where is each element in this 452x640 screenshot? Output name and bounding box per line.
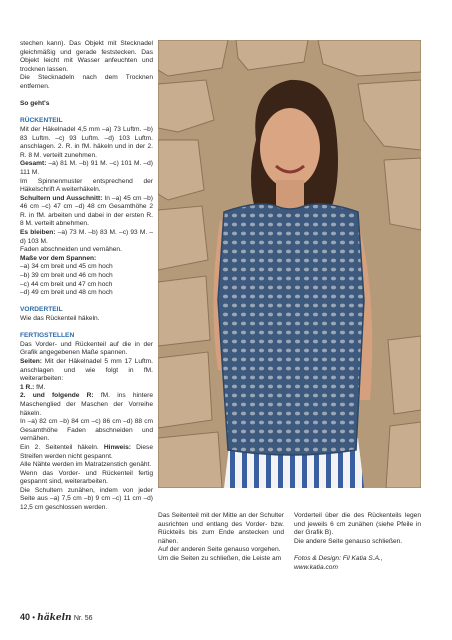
middle-text-1: Das Seitenteil mit der Mitte an der Schulter ausrichten und entlang des Vorder- bzw. Rückteils bis zum Ende anstecken und nähen.: [158, 512, 284, 545]
fertigstellen-text-2: In –a) 82 cm –b) 84 cm –c) 86 cm –d) 88 cm Gesamthöhe Faden abschneiden und vernähen.: [20, 418, 153, 443]
magazine-name: häkeln: [37, 613, 72, 623]
vorderteil-text: Wie das Rückenteil häkeln.: [20, 315, 100, 322]
issue-number: Nr. 56: [73, 615, 93, 622]
middle-text-column: [158, 512, 284, 564]
credit-website: www.katia.com: [294, 563, 338, 571]
rueckenteil-text-1: Mit der Häkelnadel 4,5 mm –a) 73 Luftm. –b) 83 Luftm. –c) 93 Luftm. –d) 103 Luftm. anschlagen. 2. R. in fM. häkeln und in der 2. R. 8 M. verteilt zunehmen.: [20, 125, 153, 159]
model-photo: [158, 40, 421, 488]
lace-knit-top: [218, 204, 364, 455]
gesamt-paragraph: [20, 160, 153, 177]
photo-credit: Fotos & Design: Fil Katia S.A.,: [294, 554, 383, 562]
row-2-paragraph: [20, 392, 153, 418]
right-text-column: [294, 512, 421, 572]
face: [260, 108, 320, 188]
right-text-2: Die andere Seite genauso schließen.: [294, 537, 403, 545]
row-1-text: fM.: [34, 383, 46, 391]
fertigstellen-text-1: Das Vorder- und Rückenteil auf die in der Grafik angegebenen Maße spannen.: [20, 340, 153, 357]
row-2-text: fM. ins hintere Maschenglied der Maschen der Vorreihe häkeln.: [20, 392, 154, 417]
masse-line: –b) 39 cm breit und 46 cm hoch: [20, 272, 113, 280]
page-number: 40: [20, 612, 31, 622]
vorderteil-heading: VORDERTEIL: [20, 306, 63, 314]
row-1-paragraph: [20, 384, 153, 393]
fertigstellen-text-4: Alle Nähte werden im Matratzenstich genäht.: [20, 461, 152, 469]
hinweis-text: Diese Streifen werden nicht gespannt.: [20, 443, 153, 460]
schultern-label: Schultern und Ausschnitt:: [20, 194, 103, 202]
schultern-text: In –a) 45 cm –b) 46 cm –c) 47 cm –d) 48 cm Gesamthöhe 2 R. in fM. arbeiten und dabei in der ersten R. 8 M. verteilt abnehmen.: [20, 194, 154, 228]
bleiben-text: –a) 73 M. –b) 83 M. –c) 93 M. –d) 103 M.: [20, 229, 153, 245]
masse-line: –a) 34 cm breit und 45 cm hoch: [20, 263, 113, 271]
seiten-label: Seiten:: [20, 357, 42, 365]
left-text-column: [20, 40, 153, 513]
rueckenteil-text-3: Faden abschneiden und vernähen.: [20, 246, 122, 254]
bleiben-label: Es bleiben:: [20, 229, 56, 237]
masse-line: –d) 49 cm breit und 48 cm hoch: [20, 289, 113, 297]
intro-text-2: Die Stecknadeln nach dem Trocknen entfernen.: [20, 74, 153, 90]
so-gehts-heading: So geht's: [20, 100, 50, 108]
hinweis-paragraph: [20, 444, 153, 461]
intro-text: stechen kann). Das Objekt mit Stecknadel gleichmäßig und gerade feststecken. Das Objekt leicht mit Wasser anfeuchten und trocknen lassen.: [20, 40, 153, 73]
middle-text-3: Um die Seiten zu schließen, die Leiste am: [158, 554, 282, 562]
fertigstellen-text-5: Wenn das Vorder- und Rückenteil fertig gespannt sind, weiterarbeiten.: [20, 469, 153, 486]
gesamt-text: –a) 81 M. –b) 91 M. –c) 101 M. –d) 111 M.: [20, 160, 153, 176]
footer-bullet: •: [32, 613, 36, 622]
bleiben-paragraph: [20, 229, 153, 246]
masse-line: –c) 44 cm breit und 47 cm hoch: [20, 280, 113, 288]
seiten-text: Mit der Häkelnadel 5 mm 17 Luftm. anschlagen und wie folgt in fM. weiterarbeiten:: [20, 357, 153, 383]
seiten-paragraph: [20, 358, 153, 384]
row-1-label: 1 R.:: [20, 383, 35, 391]
masse-label: Maße vor dem Spannen:: [20, 254, 97, 262]
hinweis-label: Hinweis:: [103, 443, 132, 451]
row-2-label: 2. und folgende R:: [20, 392, 94, 400]
rueckenteil-heading: RÜCKENTEIL: [20, 117, 63, 125]
middle-text-2: Auf der anderen Seite genauso vorgehen.: [158, 546, 281, 554]
fertigstellen-text-3: Ein 2. Seitenteil häkeln.: [20, 443, 104, 451]
rueckenteil-text-2: Im Spinnenmuster entsprechend der Häkelschrift A weiterhäkeln.: [20, 177, 153, 194]
page-footer: [20, 612, 93, 624]
right-text-1: Vorderteil über die des Rückenteils legen und jeweils 6 cm zunähen (siehe Pfeile in der Grafik B).: [294, 512, 421, 537]
gesamt-label: Gesamt:: [20, 160, 47, 168]
schultern-paragraph: [20, 195, 153, 229]
fertigstellen-heading: FERTIGSTELLEN: [20, 332, 75, 340]
fertigstellen-text-6: Die Schultern zunähen, indem von jeder Seite aus –a) 7,5 cm –b) 9 cm –c) 11 cm –d) 12,5 cm geschlossen werden.: [20, 486, 153, 512]
